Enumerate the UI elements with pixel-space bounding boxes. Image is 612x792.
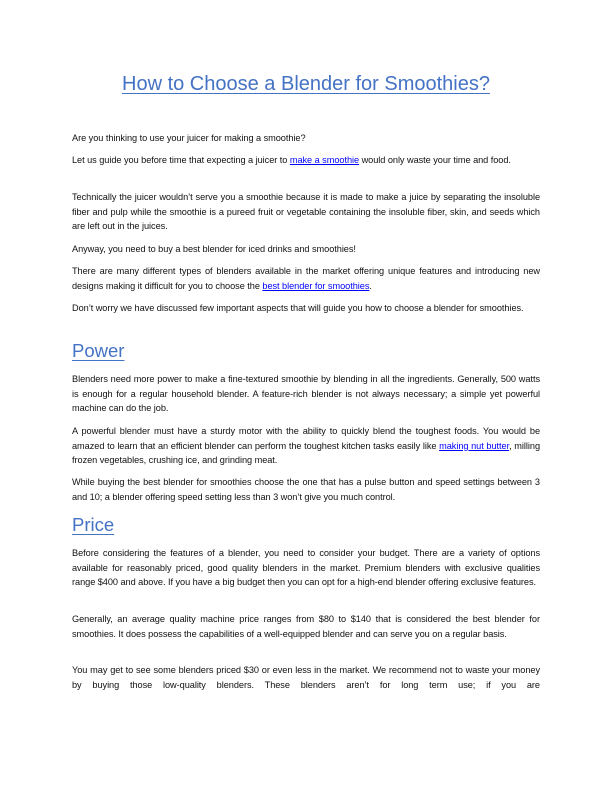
making-nut-butter-link[interactable]: making nut butter <box>439 440 510 451</box>
text: . <box>369 280 372 291</box>
price-heading: Price <box>72 514 115 535</box>
page-title-text: How to Choose a Blender for Smoothies? <box>122 73 490 95</box>
intro-paragraph-5 <box>72 264 540 293</box>
intro-paragraph-3: Technically the juicer wouldn’t serve you a smoothie because it is made to make a juice by separating the insoluble fiber and pulp while the smoothie is a pureed fruit or vegetable containing the insoluble fiber, skin, and seeds which are left out in the juices. <box>72 192 540 232</box>
price-paragraph-1: Before considering the features of a blender, you need to consider your budget. There are a variety of options available for reasonably priced, good quality blenders in the market. Premium blenders with exclusive qualities range $400 and above. If you have a big budget then you can opt for a high-end blender offering exclusive features. <box>72 548 540 588</box>
power-heading: Power <box>72 340 125 361</box>
power-paragraph-1: Blenders need more power to make a fine-textured smoothie by blending in all the ingredients. Generally, 500 watts is enough for a regular household blender. A feature-rich blender is not always necessary; a simple yet powerful machine can do the job. <box>72 374 540 414</box>
price-paragraph-2: Generally, an average quality machine price ranges from $80 to $140 that is considered the best blender for smoothies. It does possess the capabilities of a well-equipped blender and can serve you on a regular basis. <box>72 614 540 639</box>
text: would only waste your time and food. <box>359 155 511 165</box>
intro-paragraph-6: Don’t worry we have discussed few important aspects that will guide you how to choose a blender for smoothies. <box>72 303 524 313</box>
best-blender-link[interactable]: best blender for smoothies <box>262 280 370 291</box>
text: , milling frozen vegetables, crushing ice, and grinding meat. <box>72 440 540 466</box>
text: Let us guide you before time that expecting a juicer to <box>72 155 290 165</box>
make-a-smoothie-link[interactable]: make a smoothie <box>289 155 360 165</box>
price-paragraph-3: You may get to see some blenders priced $30 or even less in the market. We recommend not to waste your money by buying those low-quality blenders. These blenders aren’t for long term use; if you are <box>72 665 540 690</box>
power-paragraph-3: While buying the best blender for smoothies choose the one that has a pulse button and speed settings between 3 and 10; a blender offering speed setting less than 3 won’t give you much control. <box>72 477 540 502</box>
text: There are many different types of blenders available in the market offering unique features and introducing new designs making it difficult for you to choose the <box>72 266 540 291</box>
intro-paragraph-1: Are you thinking to use your juicer for making a smoothie? <box>72 133 306 143</box>
intro-paragraph-2 <box>72 153 540 168</box>
text: A powerful blender must have a sturdy motor with the ability to quickly blend the toughest foods. You would be amazed to learn that an efficient blender can perform the toughest kitchen tasks easily like <box>72 426 540 451</box>
intro-paragraph-4: Anyway, you need to buy a best blender for iced drinks and smoothies! <box>72 244 356 254</box>
power-paragraph-2 <box>72 424 540 468</box>
page-title <box>0 73 612 96</box>
